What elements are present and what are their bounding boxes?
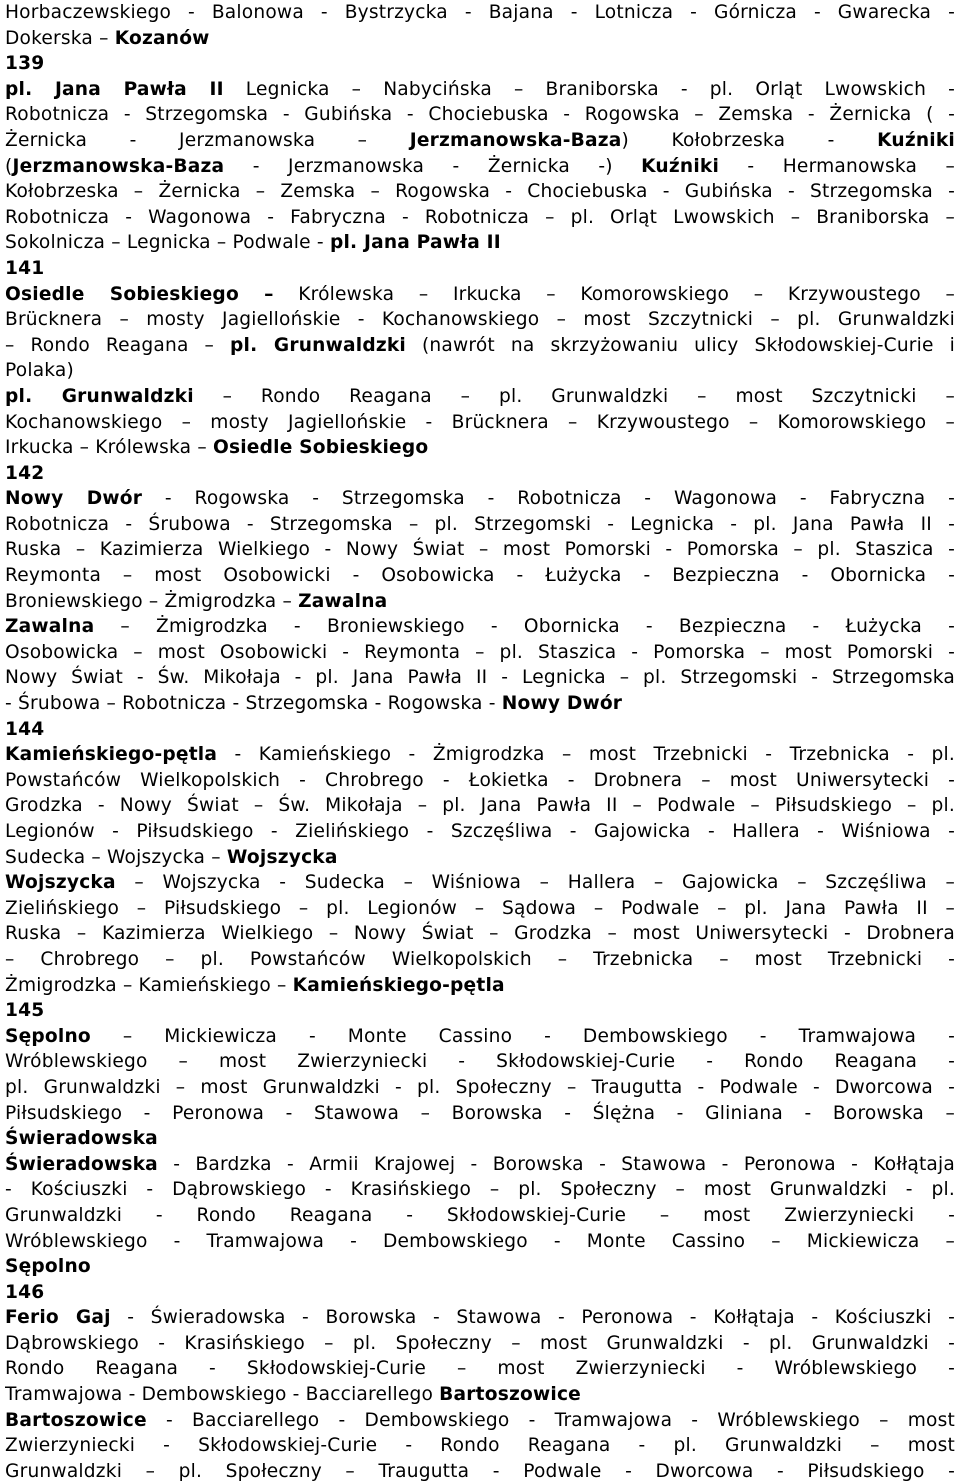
text-segment: pl. Grunwaldzki – most Grunwaldzki - pl. Społeczny – Traugutta - Podwale - Dworcowa -	[5, 1076, 955, 1098]
text-line	[5, 179, 955, 205]
text-segment: Osobowicka – most Osobowicki - Reymonta – pl. Staszica - Pomorska – most Pomorski -	[5, 641, 955, 663]
text-segment: Robotnicza - Wagonowa - Fabryczna - Robotnicza – pl. Orląt Lwowskich – Braniborska –	[5, 206, 955, 228]
text-line	[5, 1126, 955, 1152]
bold-text: Bartoszowice	[5, 1409, 147, 1431]
text-segment: Brücknera – mosty Jagiellońskie - Kochanowskiego – most Szczytnicki – pl. Grunwaldzki	[5, 309, 955, 331]
bold-text: Kuźniki	[641, 155, 720, 177]
bold-text: Wojszycka	[226, 846, 338, 868]
text-line	[5, 845, 955, 871]
text-line	[5, 1331, 955, 1357]
text-line	[5, 1433, 955, 1459]
text-segment: - Bardzka - Armii Krajowej - Borowska - Stawowa - Peronowa - Kołłątaja	[157, 1153, 955, 1175]
text-line	[5, 537, 955, 563]
bold-text: pl. Grunwaldzki	[230, 334, 406, 356]
text-line	[5, 1280, 955, 1306]
text-segment: (	[5, 155, 13, 177]
text-line	[5, 1254, 955, 1280]
text-segment: - Kamieńskiego - Żmigrodzka – most Trzebnicki - Trzebnicka - pl.	[217, 744, 955, 766]
bold-text: Kamieńskiego-pętla	[292, 974, 505, 996]
text-line	[5, 1229, 955, 1255]
text-line	[5, 1049, 955, 1075]
text-segment: Piłsudskiego - Peronowa - Stawowa – Borowska - Ślężna - Gliniana - Borowska –	[5, 1102, 955, 1124]
text-line	[5, 435, 955, 461]
text-line	[5, 640, 955, 666]
bold-text: 141	[5, 257, 45, 279]
text-segment: - Bacciarellego - Dembowskiego - Tramwajowa - Wróblewskiego – most	[146, 1409, 955, 1431]
text-line	[5, 1177, 955, 1203]
bold-text: 146	[5, 1281, 45, 1303]
text-segment: Zielińskiego – Piłsudskiego – pl. Legionów – Sądowa – Podwale – pl. Jana Pawła II –	[5, 897, 955, 919]
text-line	[5, 614, 955, 640]
text-segment: Żernicka - Jerzmanowska –	[5, 129, 410, 151]
text-segment: Robotnicza - Śrubowa - Strzegomska – pl. Strzegomski - Legnicka - pl. Jana Pawła II -	[5, 513, 955, 535]
text-segment: – Chrobrego – pl. Powstańców Wielkopolskich – Trzebnicka – most Trzebnicki -	[5, 948, 955, 970]
bold-text: Bartoszowice	[439, 1384, 581, 1406]
text-line	[5, 154, 955, 180]
text-line	[5, 1459, 955, 1484]
text-line	[5, 1356, 955, 1382]
text-line	[5, 1152, 955, 1178]
bold-text: Sępolno	[5, 1256, 91, 1278]
text-segment: Grunwaldzki – pl. Społeczny – Traugutta - Podwale - Dworcowa - Piłsudskiego -	[5, 1460, 955, 1482]
bold-text: Świeradowska	[5, 1153, 158, 1175]
bold-text: pl. Jana Pawła II	[329, 232, 501, 254]
text-segment: Rondo Reagana - Skłodowskiej-Curie – most Zwierzyniecki - Wróblewskiego -	[5, 1358, 955, 1380]
text-segment: Wróblewskiego - Tramwajowa - Dembowskiego - Monte Cassino – Mickiewicza –	[5, 1230, 955, 1252]
text-line	[5, 384, 955, 410]
text-line	[5, 768, 955, 794]
bold-text: Kuźniki	[877, 129, 955, 151]
text-line	[5, 998, 955, 1024]
text-line	[5, 1101, 955, 1127]
text-segment: Ruska – Kazimierza Wielkiego - Nowy Świat – most Pomorski - Pomorska – pl. Staszica -	[5, 539, 955, 561]
text-segment: Królewska – Irkucka – Komorowskiego – Krzywoustego –	[273, 283, 955, 305]
bold-text: Nowy Dwór	[5, 488, 143, 510]
bold-text: Świeradowska	[5, 1128, 158, 1150]
text-segment: Wróblewskiego – most Zwierzyniecki - Skłodowskiej-Curie - Rondo Reagana -	[5, 1051, 955, 1073]
bold-text: 139	[5, 53, 45, 75]
text-segment: Nowy Świat - Św. Mikołaja - pl. Jana Pawła II - Legnicka – pl. Strzegomski - Strzegomska	[5, 667, 955, 689]
text-line	[5, 0, 955, 26]
text-segment: Żmigrodzka – Kamieńskiego –	[5, 974, 293, 996]
text-line	[5, 256, 955, 282]
text-segment: Ruska – Kazimierza Wielkiego – Nowy Świat – Grodzka – most Uniwersytecki - Drobnera	[5, 923, 955, 945]
text-segment: Kołobrzeska – Żernicka – Zemska – Rogowska - Chociebuska - Gubińska - Strzegomska -	[5, 181, 955, 203]
text-line	[5, 589, 955, 615]
text-segment: – Mickiewicza - Monte Cassino - Dembowskiego - Tramwajowa -	[90, 1025, 955, 1047]
text-segment: Polaka)	[5, 360, 74, 382]
bold-text: Jerzmanowska-Baza	[12, 155, 225, 177]
text-segment: Zwierzyniecki - Skłodowskiej-Curie - Rondo Reagana - pl. Grunwaldzki – most	[5, 1435, 955, 1457]
text-segment: Dokerska –	[5, 27, 115, 49]
text-line	[5, 51, 955, 77]
text-line	[5, 410, 955, 436]
text-line	[5, 1024, 955, 1050]
text-segment: Legnicka – Nabycińska – Braniborska - pl. Orląt Lwowskich -	[223, 78, 955, 100]
bold-text: 145	[5, 1000, 45, 1022]
bold-text: Zawalna	[5, 616, 95, 638]
text-segment: – Żmigrodzka - Broniewskiego - Obornicka - Bezpieczna - Łużycka -	[94, 616, 955, 638]
text-segment: - Kościuszki - Dąbrowskiego - Krasińskiego – pl. Społeczny – most Grunwaldzki - pl.	[5, 1179, 955, 1201]
bold-text: Sępolno	[5, 1025, 91, 1047]
bold-text: 142	[5, 462, 45, 484]
text-line	[5, 1408, 955, 1434]
text-line	[5, 26, 955, 52]
text-segment: – Rondo Reagana – pl. Grunwaldzki – most Szczytnicki –	[193, 385, 955, 407]
text-segment: – Rondo Reagana –	[5, 334, 231, 356]
text-segment: Robotnicza - Strzegomska - Gubińska - Chociebuska - Rogowska – Zemska - Żernicka ( -	[5, 104, 955, 126]
text-segment: Sokolnicza – Legnicka – Podwale -	[5, 232, 330, 254]
text-segment: Broniewskiego – Żmigrodzka –	[5, 590, 299, 612]
text-line	[5, 742, 955, 768]
text-line	[5, 1203, 955, 1229]
bold-text: pl. Grunwaldzki	[5, 385, 194, 407]
bold-text: Kozanów	[114, 27, 210, 49]
text-segment: Kochanowskiego – mosty Jagiellońskie - Brücknera – Krzywoustego – Komorowskiego –	[5, 411, 955, 433]
text-line	[5, 896, 955, 922]
text-segment: Legionów - Piłsudskiego - Zielińskiego - Szczęśliwa - Gajowicka - Hallera - Wiśniowa -	[5, 821, 955, 842]
text-line	[5, 665, 955, 691]
text-segment: - Hermanowska –	[719, 155, 955, 177]
text-segment: Powstańców Wielkopolskich - Chrobrego - Łokietka - Drobnera – most Uniwersytecki -	[5, 769, 955, 791]
bold-text: 144	[5, 718, 45, 740]
text-line	[5, 77, 955, 103]
text-line	[5, 102, 955, 128]
text-segment: Irkucka – Królewska –	[5, 437, 213, 459]
text-segment: ) Kołobrzeska -	[621, 129, 878, 151]
bold-text: Osiedle Sobieskiego	[212, 437, 429, 459]
text-line	[5, 205, 955, 231]
text-line	[5, 691, 955, 717]
text-segment: Grodzka - Nowy Świat – Św. Mikołaja – pl. Jana Pawła II – Podwale – Piłsudskiego – pl.	[5, 795, 955, 817]
text-segment: Reymonta – most Osobowicki - Osobowicka - Łużycka - Bezpieczna - Obornicka -	[5, 565, 955, 587]
bold-text: Kamieńskiego-pętla	[5, 744, 218, 766]
bold-text: Jerzmanowska-Baza	[409, 129, 622, 151]
text-line	[5, 1075, 955, 1101]
text-line	[5, 230, 955, 256]
text-line	[5, 1305, 955, 1331]
text-line	[5, 282, 955, 308]
bold-text: Zawalna	[298, 590, 388, 612]
text-line	[5, 358, 955, 384]
text-line	[5, 461, 955, 487]
text-line	[5, 819, 955, 845]
bold-text: Nowy Dwór	[501, 693, 623, 715]
text-line	[5, 333, 955, 359]
text-line	[5, 1382, 955, 1408]
bold-text: Ferio Gaj	[5, 1307, 111, 1329]
text-line	[5, 973, 955, 999]
text-line	[5, 793, 955, 819]
text-line	[5, 307, 955, 333]
text-line	[5, 717, 955, 743]
text-segment: (nawrót na skrzyżowaniu ulicy Skłodowskiej-Curie i	[406, 334, 955, 356]
text-segment: Horbaczewskiego - Balonowa - Bystrzycka - Bajana - Lotnicza - Górnicza - Gwarecka -	[5, 2, 955, 23]
text-segment: Tramwajowa - Dembowskiego - Bacciarellego	[5, 1384, 440, 1406]
text-segment: - Rogowska - Strzegomska - Robotnicza - Wagonowa - Fabryczna -	[142, 488, 955, 510]
text-line	[5, 486, 955, 512]
text-line	[5, 870, 955, 896]
text-line	[5, 921, 955, 947]
text-segment: - Śrubowa – Robotnicza - Strzegomska - Rogowska -	[5, 693, 502, 715]
text-segment: Dąbrowskiego - Krasińskiego – pl. Społeczny – most Grunwaldzki - pl. Grunwaldzki -	[5, 1332, 955, 1354]
text-segment: Grunwaldzki - Rondo Reagana - Skłodowskiej-Curie – most Zwierzyniecki -	[5, 1204, 955, 1226]
bold-text: Wojszycka	[5, 872, 116, 894]
text-segment: – Wojszycka - Sudecka – Wiśniowa – Hallera – Gajowicka – Szczęśliwa –	[115, 872, 955, 894]
text-line	[5, 128, 955, 154]
text-segment: Sudecka – Wojszycka –	[5, 846, 227, 868]
text-line	[5, 512, 955, 538]
text-line	[5, 947, 955, 973]
bold-text: Osiedle Sobieskiego –	[5, 283, 274, 305]
text-segment: - Świeradowska - Borowska - Stawowa - Peronowa - Kołłątaja - Kościuszki -	[110, 1307, 955, 1329]
bold-text: pl. Jana Pawła II	[5, 78, 224, 100]
text-segment: - Jerzmanowska - Żernicka -)	[224, 155, 642, 177]
text-line	[5, 563, 955, 589]
